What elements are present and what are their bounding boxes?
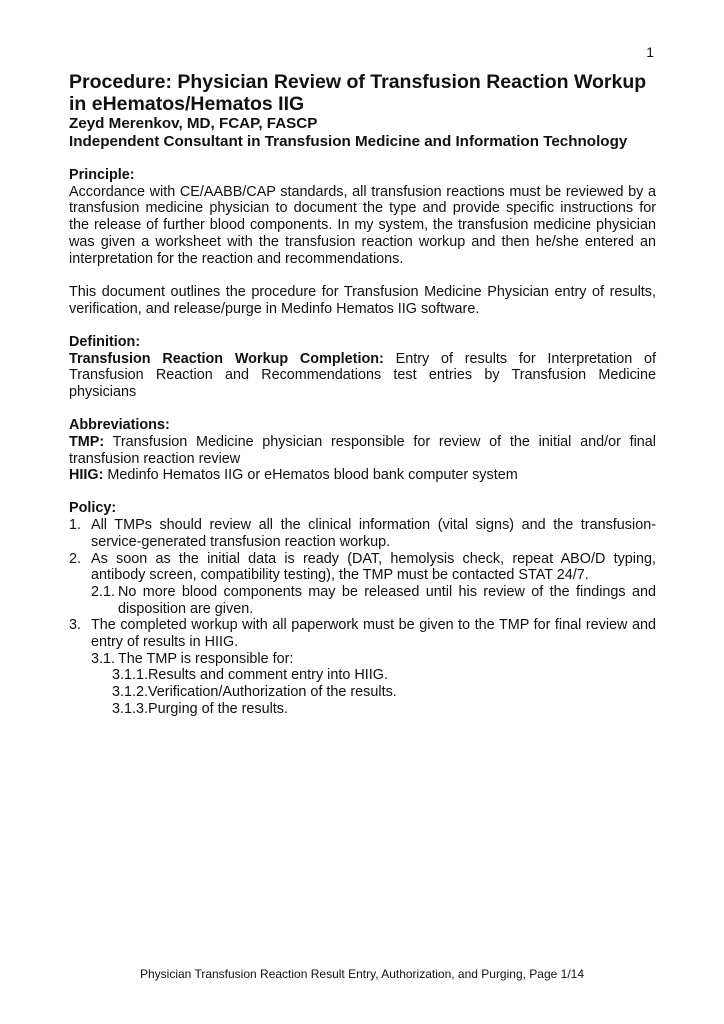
policy-item-text: The TMP is responsible for: — [118, 650, 294, 667]
principle-section — [69, 167, 656, 317]
policy-item-text: Verification/Authorization of the results. — [148, 684, 397, 701]
policy-item — [69, 617, 656, 650]
document-author: Zeyd Merenkov, MD, FCAP, FASCP — [69, 115, 318, 132]
policy-subitem — [69, 651, 656, 668]
policy-item-text: All TMPs should review all the clinical information (vital signs) and the transfusion-service-generated transfusion reaction workup. — [91, 517, 656, 550]
policy-item — [69, 517, 656, 550]
policy-section — [69, 500, 656, 717]
abbreviation-item — [69, 467, 656, 484]
policy-subitem — [69, 584, 656, 617]
policy-subsubitem — [69, 667, 656, 684]
principle-paragraph: Accordance with CE/AABB/CAP standards, all transfusion reactions must be reviewed by a transfusion medicine physician to document the type and provide specific instructions for the release of further blood components. In my system, the transfusion medicine physician was given a worksheet with the transfusion reaction workup and then he/she entered an interpretation for the reaction and recommendations. — [69, 183, 656, 267]
principle-paragraph: This document outlines the procedure for Transfusion Medicine Physician entry of results, verification, and release/purge in Medinfo Hematos IIG software. — [69, 283, 656, 317]
principle-heading: Principle: — [69, 167, 135, 183]
policy-item-text: No more blood components may be released until his review of the findings and disposition are given. — [118, 583, 656, 617]
policy-item-text: Purging of the results. — [148, 700, 288, 717]
definition-term: Transfusion Reaction Workup Completion: — [69, 350, 384, 367]
policy-item-number: 1. — [69, 517, 82, 534]
policy-subsubitem — [69, 684, 656, 701]
policy-item-number: 3.1.2. — [112, 684, 149, 701]
definition-heading: Definition: — [69, 333, 141, 350]
document-body — [69, 71, 656, 718]
abbreviation-description: Transfusion Medicine physician responsible for review of the initial and/or final transfusion reaction review — [69, 433, 656, 467]
author-affiliation: Independent Consultant in Transfusion Medicine and Information Technology — [69, 132, 628, 150]
abbreviation-term: TMP: — [69, 433, 105, 450]
policy-item-number: 2. — [69, 550, 82, 567]
policy-item-text: The completed workup with all paperwork must be given to the TMP for final review and entry of results in HIIG. — [91, 617, 656, 651]
page-number: 1 — [646, 44, 654, 60]
policy-item-number: 3. — [69, 617, 82, 634]
page-footer: Physician Transfusion Reaction Result Entry, Authorization, and Purging, Page 1/14 — [139, 967, 585, 981]
policy-item — [69, 551, 656, 584]
definition-description: Entry of results for Interpretation of Transfusion Reaction and Recommendations test entries by Transfusion Medicine physicians — [69, 350, 656, 400]
document-title: Procedure: Physician Review of Transfusion Reaction Workup in eHematos/Hematos IIG — [69, 71, 647, 115]
policy-heading: Policy: — [69, 500, 117, 517]
definition-text — [69, 351, 656, 401]
policy-item-number: 3.1.3. — [112, 700, 149, 717]
policy-item-text: Results and comment entry into HIIG. — [148, 667, 388, 684]
abbreviation-description: Medinfo Hematos IIG or eHematos blood bank computer system — [103, 467, 518, 484]
policy-item-number: 3.1. — [91, 650, 116, 667]
policy-item-number: 2.1. — [91, 583, 116, 600]
abbreviation-term: HIIG: — [69, 467, 104, 484]
definition-section — [69, 334, 656, 401]
abbreviation-item — [69, 434, 656, 467]
policy-item-text: As soon as the initial data is ready (DAT, hemolysis check, repeat ABO/D typing, antibody screen, compatibility testing), the TMP must be contacted STAT 24/7. — [91, 550, 656, 584]
abbreviations-heading: Abbreviations: — [69, 417, 170, 434]
policy-item-number: 3.1.1. — [112, 667, 149, 684]
abbreviations-section — [69, 417, 656, 484]
policy-subsubitem — [69, 701, 656, 718]
